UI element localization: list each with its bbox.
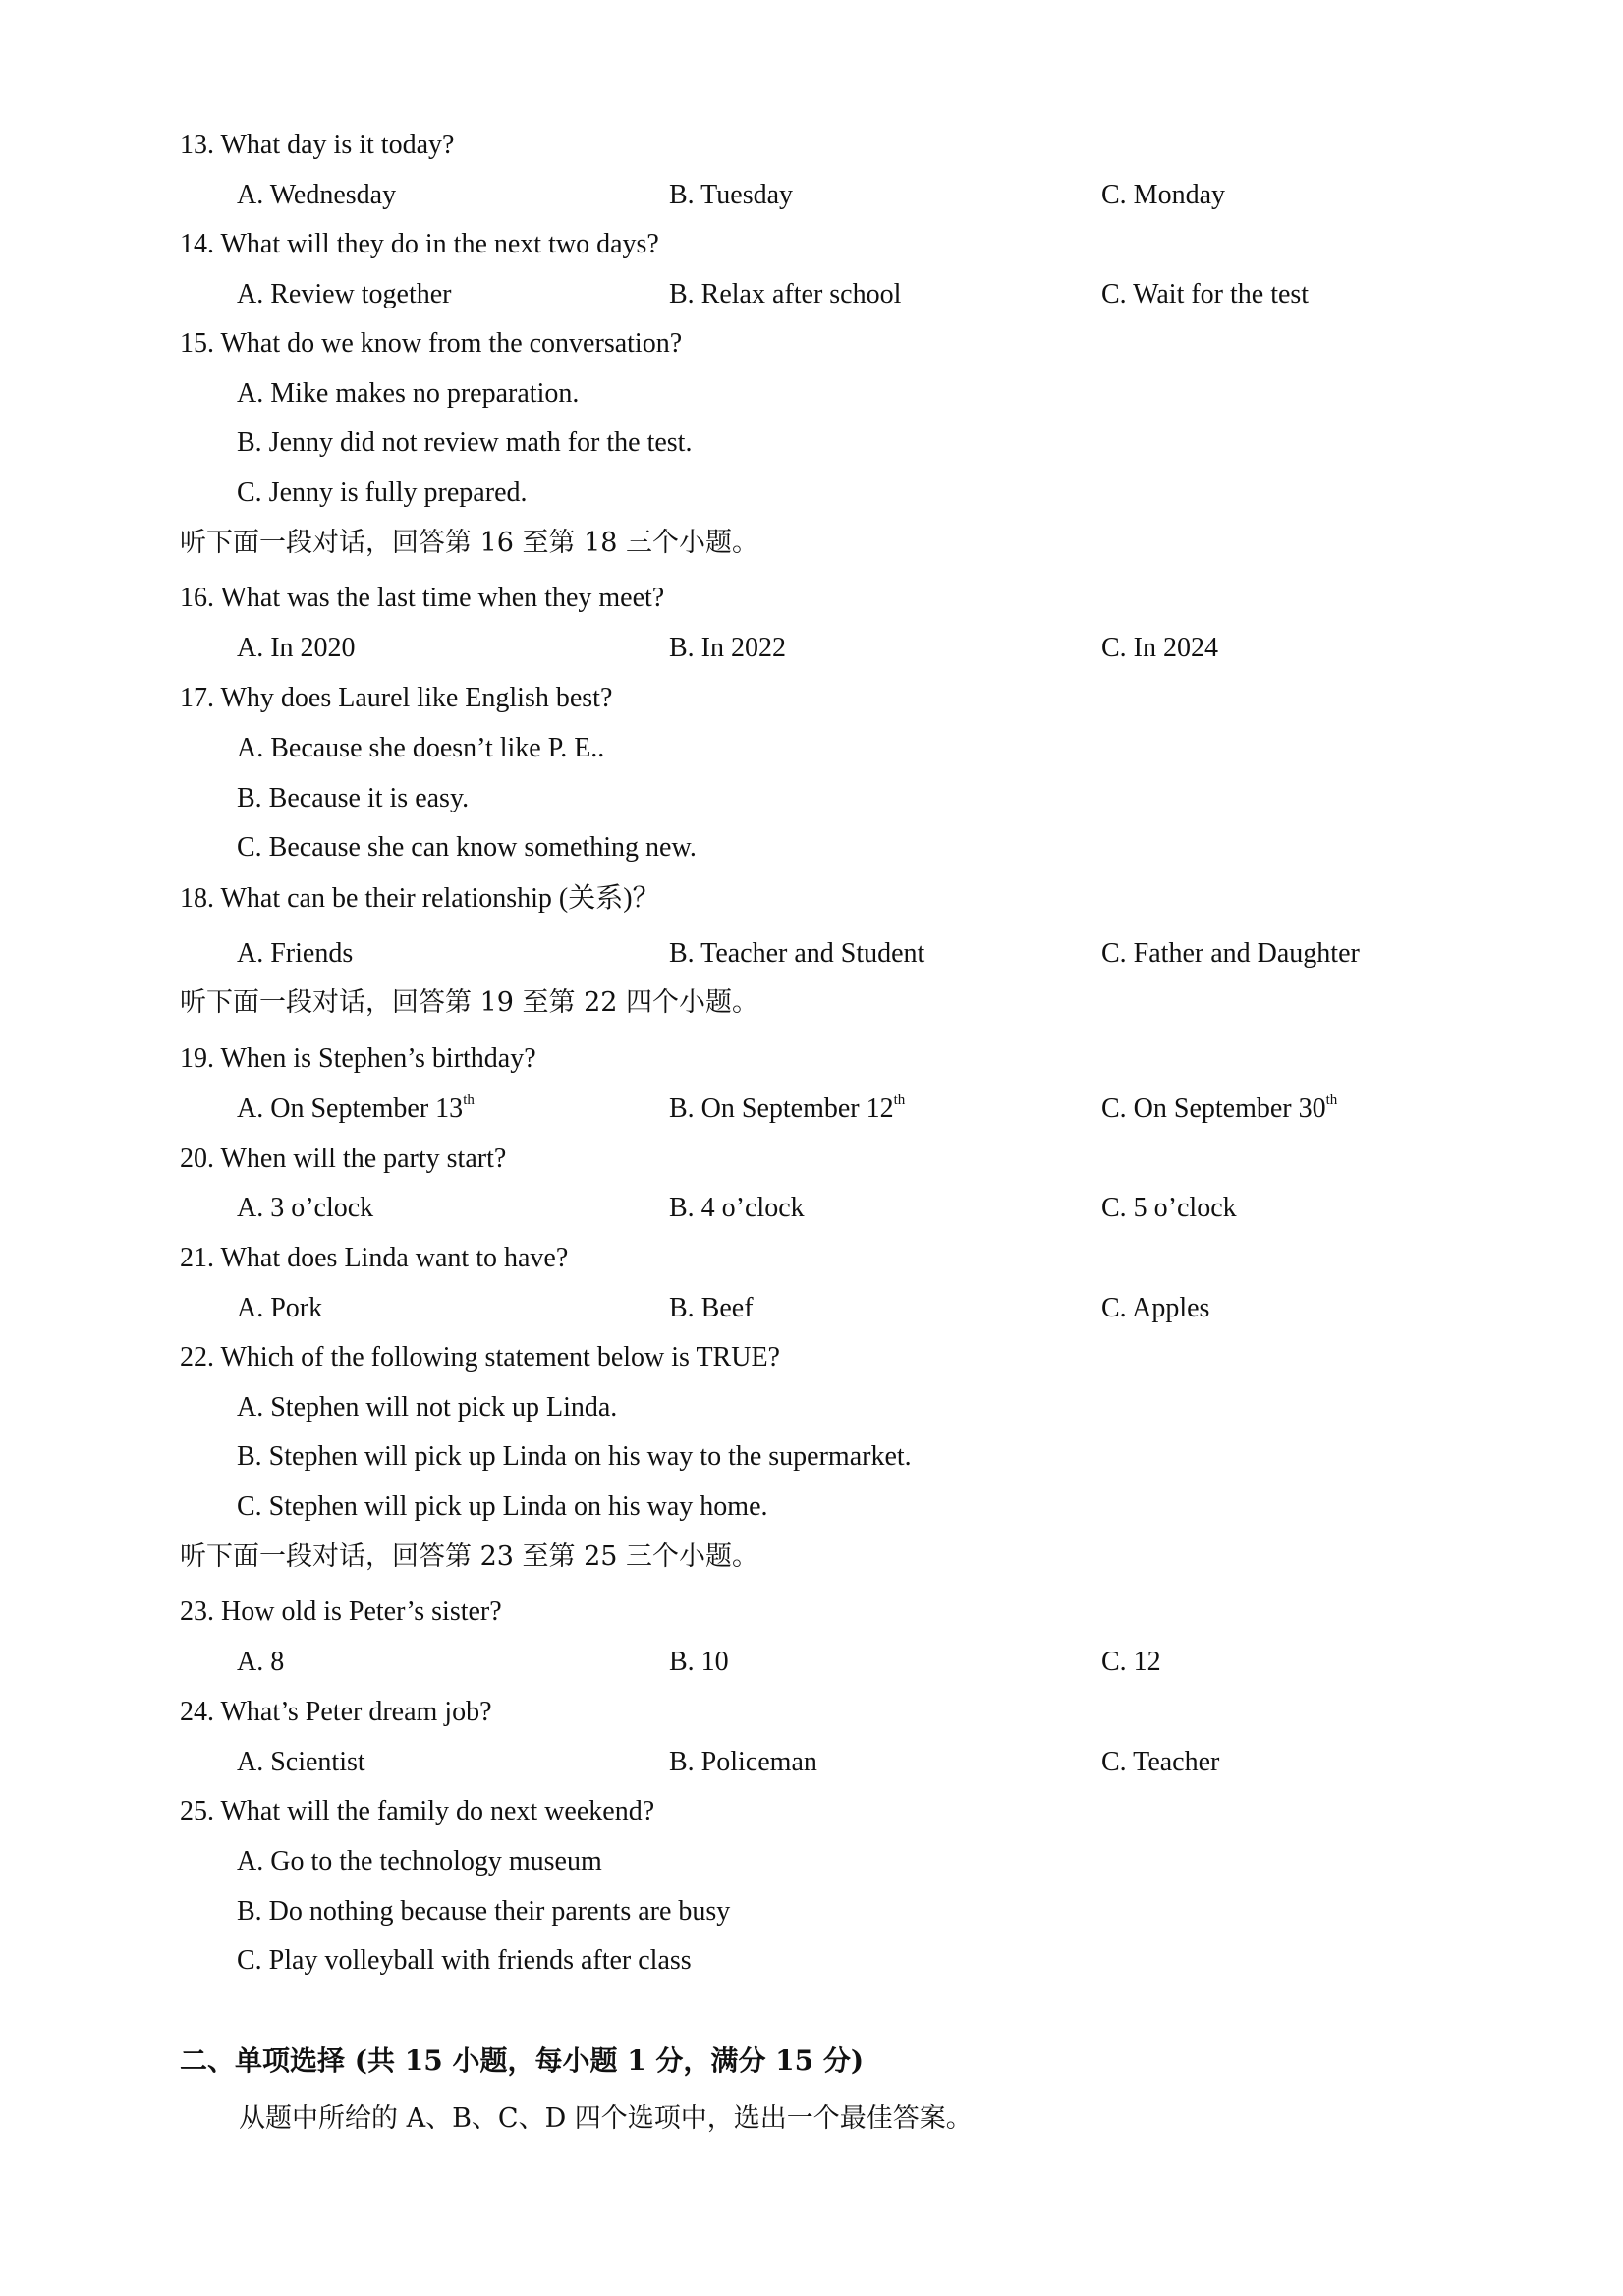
q20-option-a: A. 3 o’clock (237, 1193, 374, 1223)
q25-option-a: A. Go to the technology museum (237, 1846, 602, 1876)
q18-option-b: B. Teacher and Student (669, 938, 925, 969)
ordinal-suffix: th (463, 1092, 475, 1108)
q15-option-c: C. Jenny is fully prepared. (237, 477, 528, 508)
q23-option-c: C. 12 (1101, 1647, 1161, 1677)
question-22: 22. Which of the following statement below is TRUE? (180, 1342, 780, 1372)
ordinal-suffix: th (893, 1092, 906, 1108)
q14-option-b: B. Relax after school (669, 279, 902, 309)
question-21: 21. What does Linda want to have? (180, 1243, 569, 1273)
question-25: 25. What will the family do next weekend? (180, 1796, 655, 1826)
q19-option-c (1101, 1092, 1337, 1126)
question-23: 23. How old is Peter’s sister? (180, 1596, 502, 1627)
q17-option-a: A. Because she doesn’t like P. E.. (237, 733, 605, 763)
section-2-title: 二、单项选择 (共 15 小题，每小题 1 分，满分 15 分) (180, 2044, 865, 2077)
q21-option-c: C. Apples (1101, 1293, 1210, 1323)
q21-option-b: B. Beef (669, 1293, 754, 1323)
question-16: 16. What was the last time when they meet? (180, 583, 665, 613)
q18-option-c: C. Father and Daughter (1101, 938, 1360, 969)
q20-option-b: B. 4 o’clock (669, 1193, 805, 1223)
question-13: 13. What day is it today? (180, 130, 455, 160)
question-18: 18. What can be their relationship (关系)？ (180, 883, 660, 914)
q14-option-a: A. Review together (237, 279, 452, 309)
q15-option-a: A. Mike makes no preparation. (237, 378, 580, 409)
q22-option-b: B. Stephen will pick up Linda on his way to the supermarket. (237, 1441, 912, 1472)
question-14: 14. What will they do in the next two days? (180, 229, 659, 259)
q23-option-a: A. 8 (237, 1647, 285, 1677)
q22-option-c: C. Stephen will pick up Linda on his way home. (237, 1491, 768, 1522)
q24-option-a: A. Scientist (237, 1747, 365, 1777)
q19-option-b (669, 1092, 905, 1126)
q17-option-b: B. Because it is easy. (237, 783, 470, 813)
q19-option-a-text: A. On September 13 (237, 1093, 464, 1124)
q16-option-b: B. In 2022 (669, 633, 786, 663)
q18-option-a: A. Friends (237, 938, 354, 969)
question-17: 17. Why does Laurel like English best? (180, 683, 613, 713)
q24-option-c: C. Teacher (1101, 1747, 1220, 1777)
ordinal-suffix: th (1325, 1092, 1338, 1108)
q20-option-c: C. 5 o’clock (1101, 1193, 1237, 1223)
q13-option-c: C. Monday (1101, 180, 1225, 210)
q14-option-c: C. Wait for the test (1101, 279, 1310, 309)
q21-option-a: A. Pork (237, 1293, 323, 1323)
question-20: 20. When will the party start? (180, 1144, 507, 1174)
listening-instruction-19-22: 听下面一段对话，回答第 19 至第 22 四个小题。 (180, 987, 759, 1018)
q19-option-b-text: B. On September 12 (669, 1093, 894, 1124)
q23-option-b: B. 10 (669, 1647, 729, 1677)
q15-option-b: B. Jenny did not review math for the test. (237, 427, 693, 458)
listening-instruction-23-25: 听下面一段对话，回答第 23 至第 25 三个小题。 (180, 1541, 759, 1572)
q19-option-a (237, 1092, 475, 1126)
question-19: 19. When is Stephen’s birthday? (180, 1043, 536, 1074)
q13-option-b: B. Tuesday (669, 180, 794, 210)
q17-option-c: C. Because she can know something new. (237, 832, 697, 863)
section-2-instruction: 从题中所给的 A、B、C、D 四个选项中，选出一个最佳答案。 (239, 2103, 973, 2134)
q13-option-a: A. Wednesday (237, 180, 397, 210)
q25-option-b: B. Do nothing because their parents are busy (237, 1896, 731, 1927)
listening-instruction-16-18: 听下面一段对话，回答第 16 至第 18 三个小题。 (180, 528, 759, 558)
q25-option-c: C. Play volleyball with friends after class (237, 1945, 692, 1976)
question-24: 24. What’s Peter dream job? (180, 1697, 492, 1727)
q16-option-a: A. In 2020 (237, 633, 356, 663)
question-15: 15. What do we know from the conversation? (180, 328, 683, 359)
q19-option-c-text: C. On September 30 (1101, 1093, 1326, 1124)
q24-option-b: B. Policeman (669, 1747, 817, 1777)
q16-option-c: C. In 2024 (1101, 633, 1218, 663)
q22-option-a: A. Stephen will not pick up Linda. (237, 1392, 618, 1423)
